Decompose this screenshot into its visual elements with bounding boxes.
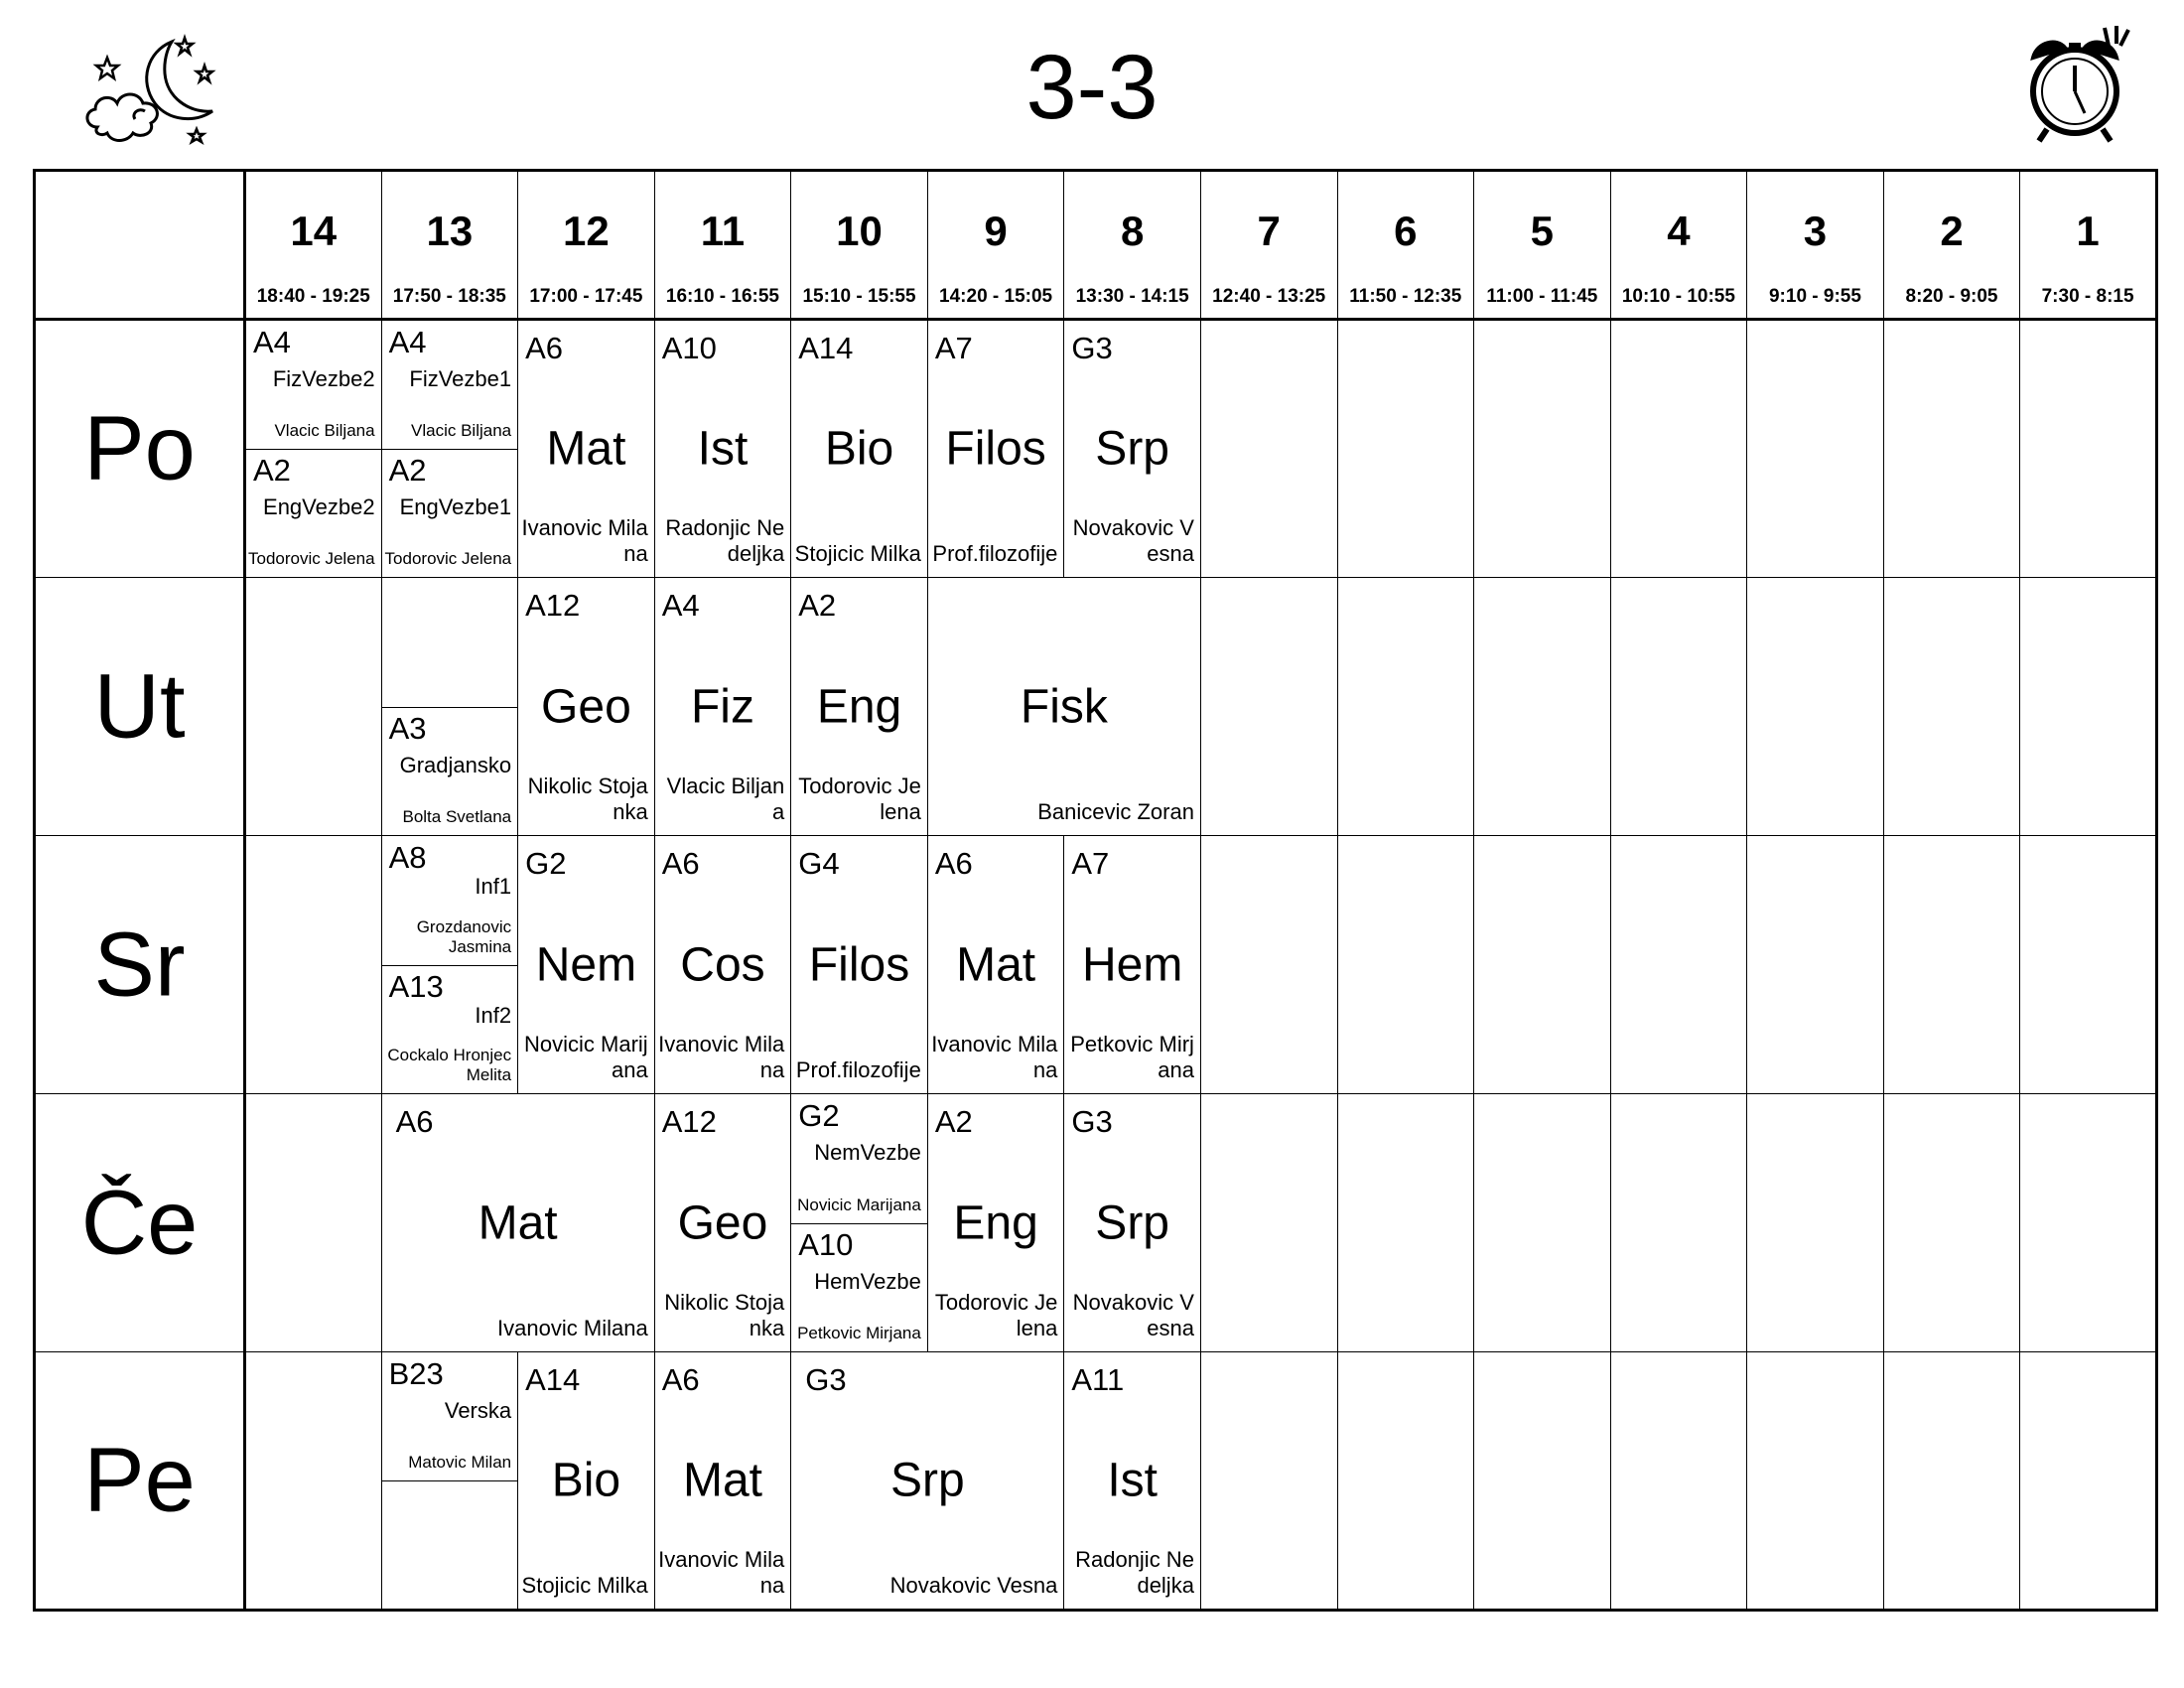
room-label: A12 bbox=[661, 1104, 717, 1139]
day-label-cell bbox=[35, 1352, 245, 1611]
room-label: A6 bbox=[661, 1362, 700, 1397]
teacher-label: Novakovic Vesna bbox=[1072, 515, 1194, 566]
lesson-cell-split bbox=[381, 320, 518, 578]
period-time: 9:10 - 9:55 bbox=[1768, 286, 1861, 307]
subject-label: Gradjansko bbox=[399, 752, 512, 777]
empty-cell bbox=[1200, 578, 1337, 836]
teacher-label: Grozdanovic Jasmina bbox=[416, 916, 512, 956]
teacher-label: Novakovic Vesna bbox=[1072, 1290, 1194, 1340]
teacher-label: Todorovic Jelena bbox=[247, 549, 375, 568]
lesson-cell-split bbox=[381, 578, 518, 836]
period-header-row bbox=[35, 171, 2157, 320]
period-header bbox=[1610, 171, 1747, 320]
day-label: Če bbox=[80, 1172, 199, 1273]
lesson-cell bbox=[791, 578, 928, 836]
period-number: 7 bbox=[1257, 208, 1281, 254]
teacher-label: Todorovic Jelena bbox=[384, 549, 512, 568]
period-time: 14:20 - 15:05 bbox=[939, 286, 1053, 307]
empty-cell bbox=[1200, 836, 1337, 1094]
subject-label: FizVezbe1 bbox=[409, 366, 512, 391]
empty-cell bbox=[1610, 1352, 1747, 1611]
day-label-cell bbox=[35, 578, 245, 836]
empty-cell bbox=[1883, 1094, 2020, 1352]
lesson-cell-split bbox=[381, 836, 518, 1094]
lesson-slot bbox=[791, 1223, 927, 1352]
lesson-cell bbox=[927, 1094, 1064, 1352]
day-row-ut bbox=[35, 578, 2157, 836]
empty-cell bbox=[1200, 320, 1337, 578]
room-label: A4 bbox=[388, 325, 427, 359]
lesson-slot bbox=[246, 321, 381, 450]
room-label: G3 bbox=[1071, 331, 1113, 365]
day-row-sr bbox=[35, 836, 2157, 1094]
teacher-label: Vlacic Biljana bbox=[274, 421, 375, 440]
timetable bbox=[33, 169, 2158, 1612]
subject-label: Fiz bbox=[690, 680, 754, 733]
subject-label: Bio bbox=[824, 422, 894, 476]
empty-cell bbox=[245, 578, 382, 836]
empty-cell bbox=[1883, 578, 2020, 836]
teacher-label: Petkovic Mirjana bbox=[797, 1324, 921, 1342]
period-header bbox=[1474, 171, 1611, 320]
subject-label: Verska bbox=[444, 1398, 512, 1423]
period-number: 4 bbox=[1667, 208, 1691, 254]
teacher-label: Matovic Milan bbox=[408, 1453, 512, 1472]
period-header bbox=[381, 171, 518, 320]
period-time: 11:50 - 12:35 bbox=[1349, 286, 1462, 307]
empty-cell bbox=[1200, 1352, 1337, 1611]
empty-slot bbox=[382, 1480, 518, 1609]
teacher-label: Vlacic Biljana bbox=[666, 774, 785, 824]
subject-label: Inf2 bbox=[475, 1002, 512, 1028]
lesson-cell-split bbox=[791, 1094, 928, 1352]
day-label: Ut bbox=[93, 655, 186, 757]
day-label: Sr bbox=[93, 914, 186, 1015]
empty-cell bbox=[1610, 320, 1747, 578]
period-number: 11 bbox=[700, 208, 746, 254]
subject-label: NemVezbe bbox=[814, 1140, 921, 1165]
day-label-cell bbox=[35, 1094, 245, 1352]
period-number: 14 bbox=[290, 208, 338, 254]
teacher-label: Ivanovic Milana bbox=[658, 1547, 785, 1598]
corner-cell bbox=[35, 171, 245, 320]
lesson-slot bbox=[246, 449, 381, 577]
teacher-label: Vlacic Biljana bbox=[411, 421, 512, 440]
period-header bbox=[791, 171, 928, 320]
empty-cell bbox=[1747, 1094, 1884, 1352]
room-label: A14 bbox=[798, 331, 854, 365]
lesson-cell bbox=[518, 836, 655, 1094]
lesson-cell bbox=[654, 1352, 791, 1611]
lesson-cell bbox=[1064, 836, 1201, 1094]
alarm-clock-icon bbox=[2013, 18, 2152, 147]
lesson-slot bbox=[382, 836, 518, 966]
teacher-label: Nikolic Stojanka bbox=[664, 1290, 785, 1340]
subject-label: Mat bbox=[546, 422, 626, 476]
period-number: 9 bbox=[984, 208, 1008, 254]
room-label: A4 bbox=[253, 325, 291, 359]
room-label: A14 bbox=[525, 1362, 581, 1397]
lesson-cell bbox=[927, 320, 1064, 578]
subject-label: EngVezbe1 bbox=[399, 494, 512, 519]
empty-cell bbox=[1610, 578, 1747, 836]
room-label: A11 bbox=[1071, 1362, 1125, 1397]
teacher-label: Prof.filozofije bbox=[795, 1057, 921, 1082]
teacher-label: Todorovic Jelena bbox=[934, 1290, 1058, 1340]
lesson-cell bbox=[518, 578, 655, 836]
teacher-label: Novakovic Vesna bbox=[889, 1573, 1058, 1598]
lesson-slot bbox=[382, 449, 518, 577]
room-label: A12 bbox=[525, 588, 581, 623]
lesson-cell bbox=[791, 836, 928, 1094]
room-label: A7 bbox=[1071, 846, 1110, 881]
lesson-cell bbox=[791, 320, 928, 578]
lesson-cell bbox=[1064, 1352, 1201, 1611]
empty-cell bbox=[1337, 836, 1474, 1094]
subject-label: Inf1 bbox=[475, 874, 512, 899]
empty-cell bbox=[1474, 320, 1611, 578]
subject-label: HemVezbe bbox=[814, 1268, 921, 1294]
empty-cell bbox=[1747, 836, 1884, 1094]
room-label: G2 bbox=[798, 1098, 840, 1133]
room-label: A6 bbox=[525, 331, 564, 365]
empty-cell bbox=[1747, 320, 1884, 578]
empty-cell bbox=[245, 836, 382, 1094]
day-label: Po bbox=[83, 397, 196, 499]
room-label: B23 bbox=[388, 1356, 444, 1391]
subject-label: Hem bbox=[1081, 938, 1183, 991]
day-label-cell bbox=[35, 836, 245, 1094]
empty-cell bbox=[1474, 1352, 1611, 1611]
teacher-label: Novicic Marijana bbox=[524, 1032, 648, 1082]
subject-label: Srp bbox=[1095, 422, 1169, 476]
room-label: A2 bbox=[388, 453, 427, 488]
empty-cell bbox=[1337, 578, 1474, 836]
period-time: 17:50 - 18:35 bbox=[392, 286, 506, 307]
teacher-label: Ivanovic Milana bbox=[658, 1032, 785, 1082]
lesson-cell bbox=[654, 836, 791, 1094]
lesson-cell-double bbox=[381, 1094, 654, 1352]
subject-label: Ist bbox=[1107, 1454, 1158, 1507]
empty-cell bbox=[1883, 1352, 2020, 1611]
subject-label: Eng bbox=[816, 680, 902, 733]
subject-label: FizVezbe2 bbox=[272, 366, 375, 391]
day-label: Pe bbox=[83, 1429, 196, 1531]
lesson-cell-split bbox=[381, 1352, 518, 1611]
subject-label: Filos bbox=[808, 938, 910, 991]
room-label: A2 bbox=[798, 588, 837, 623]
lesson-cell bbox=[927, 836, 1064, 1094]
period-header bbox=[1200, 171, 1337, 320]
teacher-label: Banicevic Zoran bbox=[1037, 799, 1194, 824]
period-time: 17:00 - 17:45 bbox=[529, 286, 643, 307]
period-number: 5 bbox=[1530, 208, 1555, 254]
lesson-slot bbox=[382, 707, 518, 836]
period-time: 15:10 - 15:55 bbox=[802, 286, 916, 307]
empty-cell bbox=[1200, 1094, 1337, 1352]
empty-cell bbox=[245, 1352, 382, 1611]
empty-cell bbox=[1747, 578, 1884, 836]
teacher-label: Radonjic Nedeljka bbox=[1075, 1547, 1194, 1598]
period-header bbox=[2020, 171, 2157, 320]
lesson-cell bbox=[654, 320, 791, 578]
period-number: 10 bbox=[836, 208, 883, 254]
empty-cell bbox=[1883, 836, 2020, 1094]
empty-cell bbox=[2020, 578, 2157, 836]
empty-cell bbox=[245, 1094, 382, 1352]
empty-cell bbox=[1337, 1094, 1474, 1352]
period-header bbox=[245, 171, 382, 320]
period-time: 13:30 - 14:15 bbox=[1075, 286, 1189, 307]
lesson-cell-double bbox=[927, 578, 1200, 836]
teacher-label: Novicic Marijana bbox=[797, 1195, 921, 1214]
room-label: A2 bbox=[934, 1104, 973, 1139]
room-label: A6 bbox=[934, 846, 973, 881]
teacher-label: Radonjic Nedeljka bbox=[665, 515, 785, 566]
empty-cell bbox=[2020, 836, 2157, 1094]
room-label: G4 bbox=[798, 846, 840, 881]
moon-clouds-stars-icon bbox=[77, 30, 236, 159]
period-header bbox=[1337, 171, 1474, 320]
teacher-label: Ivanovic Milana bbox=[931, 1032, 1058, 1082]
subject-label: Nem bbox=[535, 938, 637, 991]
room-label: G3 bbox=[1071, 1104, 1113, 1139]
teacher-label: Ivanovic Milana bbox=[497, 1316, 648, 1340]
day-row-pe bbox=[35, 1352, 2157, 1611]
period-time: 12:40 - 13:25 bbox=[1212, 286, 1326, 307]
period-time: 18:40 - 19:25 bbox=[256, 286, 370, 307]
lesson-cell-split bbox=[245, 320, 382, 578]
page-title: 3-3 bbox=[1025, 37, 1159, 138]
empty-cell bbox=[1474, 836, 1611, 1094]
subject-label: Geo bbox=[541, 680, 631, 733]
empty-cell bbox=[1883, 320, 2020, 578]
room-label: A8 bbox=[388, 840, 427, 875]
teacher-label: Petkovic Mirjana bbox=[1070, 1032, 1194, 1082]
lesson-cell bbox=[1064, 320, 1201, 578]
room-label: G3 bbox=[805, 1362, 847, 1397]
lesson-cell bbox=[1064, 1094, 1201, 1352]
subject-label: Srp bbox=[889, 1454, 965, 1507]
period-time: 8:20 - 9:05 bbox=[1905, 286, 1998, 307]
empty-cell bbox=[1747, 1352, 1884, 1611]
subject-label: Filos bbox=[945, 422, 1046, 476]
lesson-cell bbox=[654, 1094, 791, 1352]
empty-cell bbox=[1337, 320, 1474, 578]
subject-label: Srp bbox=[1095, 1196, 1169, 1249]
empty-cell bbox=[2020, 1094, 2157, 1352]
subject-label: Fisk bbox=[1020, 680, 1108, 733]
lesson-slot bbox=[382, 321, 518, 450]
room-label: A10 bbox=[798, 1226, 854, 1262]
period-time: 7:30 - 8:15 bbox=[2041, 286, 2134, 307]
lesson-slot bbox=[791, 1094, 927, 1224]
period-header bbox=[518, 171, 655, 320]
lesson-cell bbox=[518, 320, 655, 578]
period-time: 10:10 - 10:55 bbox=[1621, 286, 1735, 307]
room-label: A10 bbox=[661, 331, 717, 365]
teacher-label: Stojicic Milka bbox=[794, 541, 921, 566]
empty-cell bbox=[1610, 1094, 1747, 1352]
subject-label: Mat bbox=[956, 938, 1036, 991]
empty-cell bbox=[1474, 578, 1611, 836]
teacher-label: Stojicic Milka bbox=[521, 1573, 648, 1598]
room-label: G2 bbox=[525, 846, 567, 881]
teacher-label: Todorovic Jelena bbox=[798, 774, 921, 824]
room-label: A13 bbox=[388, 968, 444, 1004]
period-number: 12 bbox=[563, 208, 610, 254]
room-label: A2 bbox=[253, 453, 291, 488]
day-row-ce bbox=[35, 1094, 2157, 1352]
period-number: 2 bbox=[1940, 208, 1964, 254]
room-label: A6 bbox=[395, 1104, 434, 1139]
period-header bbox=[654, 171, 791, 320]
teacher-label: Nikolic Stojanka bbox=[527, 774, 648, 824]
room-label: A6 bbox=[661, 846, 700, 881]
lesson-slot bbox=[382, 965, 518, 1094]
subject-label: Geo bbox=[677, 1196, 768, 1249]
period-header bbox=[927, 171, 1064, 320]
empty-slot bbox=[382, 578, 518, 708]
room-label: A7 bbox=[934, 331, 973, 365]
empty-cell bbox=[1474, 1094, 1611, 1352]
empty-cell bbox=[2020, 1352, 2157, 1611]
teacher-label: Cockalo Hronjec Melita bbox=[387, 1046, 512, 1084]
empty-cell bbox=[1610, 836, 1747, 1094]
period-number: 8 bbox=[1120, 208, 1145, 254]
period-header bbox=[1747, 171, 1884, 320]
teacher-label: Bolta Svetlana bbox=[402, 807, 512, 826]
teacher-label: Ivanovic Milana bbox=[521, 515, 648, 566]
day-label-cell bbox=[35, 320, 245, 578]
teacher-label: Prof.filozofije bbox=[932, 541, 1058, 566]
period-number: 13 bbox=[426, 208, 474, 254]
period-number: 3 bbox=[1803, 208, 1828, 254]
subject-label: Cos bbox=[680, 938, 765, 991]
subject-label: Ist bbox=[697, 422, 749, 476]
period-number: 1 bbox=[2076, 208, 2100, 254]
period-header bbox=[1064, 171, 1201, 320]
lesson-cell-double bbox=[791, 1352, 1064, 1611]
empty-cell bbox=[1337, 1352, 1474, 1611]
subject-label: Mat bbox=[682, 1454, 762, 1507]
lesson-slot bbox=[382, 1352, 518, 1481]
lesson-cell bbox=[654, 578, 791, 836]
period-time: 16:10 - 16:55 bbox=[665, 286, 779, 307]
period-header bbox=[1883, 171, 2020, 320]
room-label: A4 bbox=[661, 588, 700, 623]
subject-label: EngVezbe2 bbox=[263, 494, 375, 519]
day-row-po bbox=[35, 320, 2157, 578]
room-label: A3 bbox=[388, 710, 427, 746]
lesson-cell bbox=[518, 1352, 655, 1611]
subject-label: Bio bbox=[551, 1454, 621, 1507]
subject-label: Eng bbox=[953, 1196, 1038, 1249]
period-number: 6 bbox=[1394, 208, 1418, 254]
subject-label: Mat bbox=[478, 1196, 558, 1249]
period-time: 11:00 - 11:45 bbox=[1486, 286, 1598, 307]
empty-cell bbox=[2020, 320, 2157, 578]
